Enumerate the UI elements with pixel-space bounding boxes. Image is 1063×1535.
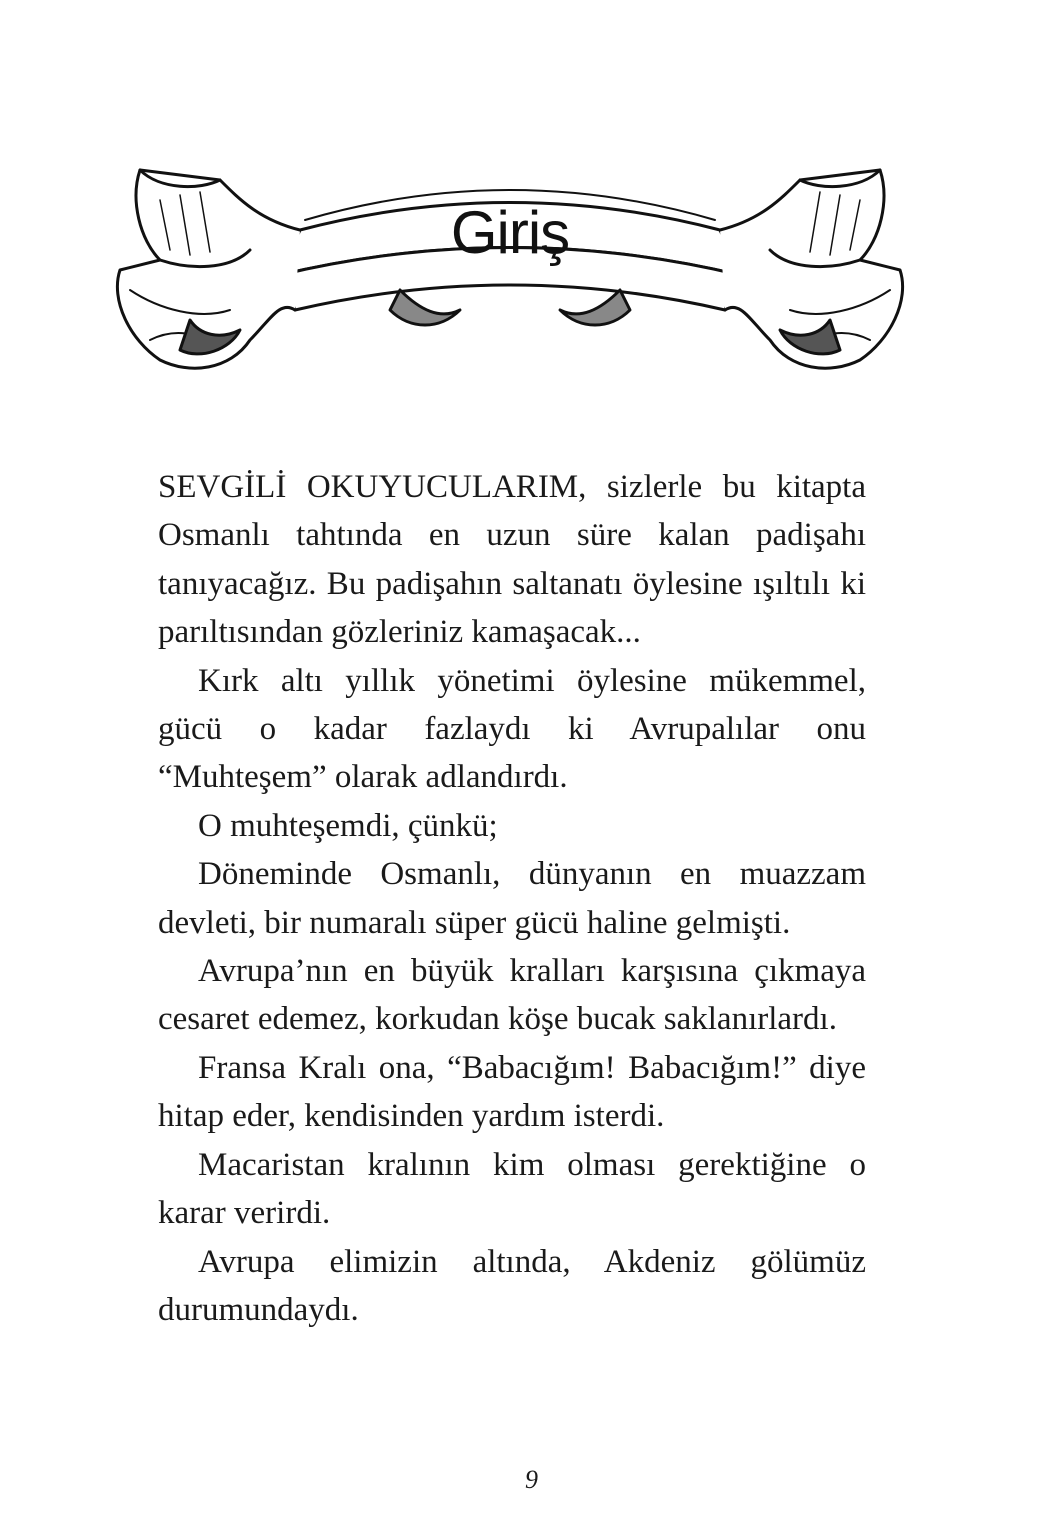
- paragraph: Avrupa’nın en büyük kralları karşısına çıkmaya cesaret edemez, korkudan köşe bucak saklanırlardı.: [158, 953, 866, 1038]
- paragraph: Kırk altı yıllık yönetimi öylesine mükemmel, gücü o kadar fazlaydı ki Avrupalılar onu “Muhteşem” olarak adlandırdı.: [158, 662, 866, 796]
- paragraph: Fransa Kralı ona, “Babacığım! Babacığım!” diye hitap eder, kendisinden yardım isterdi.: [158, 1049, 866, 1135]
- paragraph: O muhteşemdi, çünkü;: [198, 807, 498, 844]
- body-text: [158, 463, 866, 1334]
- chapter-title: Giriş: [450, 199, 570, 266]
- page-number: 9: [525, 1465, 538, 1494]
- paragraph: Macaristan kralının kim olması gerektiğine o karar verirdi.: [158, 1146, 866, 1232]
- paragraph: Döneminde Osmanlı, dünyanın en muazzam devleti, bir numaralı süper gücü haline gelmişti.: [158, 856, 866, 941]
- chapter-banner: [100, 160, 920, 390]
- paragraph: SEVGİLİ OKUYUCULARIM, sizlerle bu kitapta Osmanlı tahtında en uzun süre kalan padişahı tanıyacağız. Bu padişahın saltanatı öylesine ışıltılı ki parıltısından gözleriniz kamaşacak...: [158, 469, 866, 651]
- paragraph: Avrupa elimizin altında, Akdeniz gölümüz durumundaydı.: [158, 1243, 866, 1328]
- scroll-ribbon-icon: [100, 160, 920, 390]
